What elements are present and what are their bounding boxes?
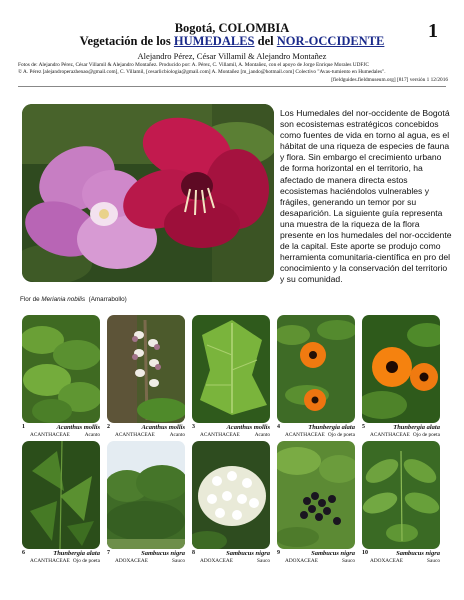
- page-number: 1: [428, 20, 438, 42]
- hero-caption: [20, 296, 127, 303]
- species-photo-10: [362, 441, 440, 549]
- species-scientific-name: Sambucus nigra: [141, 550, 185, 557]
- species-common-name: Acanto: [254, 432, 270, 438]
- species-number: 7: [107, 550, 110, 556]
- species-photo-2: [107, 315, 185, 423]
- species-scientific-name: Thunbergia alata: [393, 424, 440, 431]
- species-family: ADOXACEAE: [285, 558, 318, 564]
- species-scientific-name: Sambucus nigra: [226, 550, 270, 557]
- species-scientific-name: Thunbergia alata: [308, 424, 355, 431]
- species-common-name: Acanto: [84, 432, 100, 438]
- species-photo-4: [277, 315, 355, 423]
- species-scientific-name: Sambucus nigra: [311, 550, 355, 557]
- species-common-name: Acanto: [169, 432, 185, 438]
- species-common-name: Sauco: [427, 558, 440, 564]
- species-family: ACANTHACEAE: [285, 432, 325, 438]
- species-common-name: Ojo de poeta: [412, 432, 440, 438]
- hero-caption-prefix: Flor de: [20, 296, 40, 303]
- species-photo-8: [192, 441, 270, 549]
- hero-caption-species: Meriania nobilis: [41, 296, 86, 303]
- photo-credits: Fotos de: Alejandro Pérez, César Villamil & Alejandro Montañez. Producido por: A. Pérez, C. Villamil, A. Montañez, con el apoyo de Jorge Enrique Morales UDFJC: [18, 62, 369, 68]
- version-line: [fieldguides.fieldmuseum.org] [817] versión 1 12/2016: [331, 77, 448, 83]
- authors-line: Alejandro Pérez, César Villamil & Alejandro Montañez: [137, 51, 327, 61]
- species-number: 8: [192, 550, 195, 556]
- guide-title-pre: Vegetación de los: [79, 34, 171, 48]
- species-number: 3: [192, 424, 195, 430]
- guide-title-highlight-2: NOR-OCCIDENTE: [276, 34, 385, 48]
- species-number: 2: [107, 424, 110, 430]
- species-scientific-name: Acanthus mollis: [141, 424, 185, 431]
- guide-title-mid: del: [257, 34, 274, 48]
- species-number: 6: [22, 550, 25, 556]
- species-scientific-name: Thunbergia alata: [53, 550, 100, 557]
- species-number: 10: [362, 550, 368, 556]
- species-photo-5: [362, 315, 440, 423]
- species-common-name: Sauco: [342, 558, 355, 564]
- hero-caption-common: (Amarrabollo): [88, 296, 127, 303]
- species-common-name: Ojo de poeta: [327, 432, 355, 438]
- species-number: 5: [362, 424, 365, 430]
- species-scientific-name: Acanthus mollis: [56, 424, 100, 431]
- species-common-name: Sauco: [257, 558, 270, 564]
- guide-location-title: Bogotá, COLOMBIA: [174, 21, 290, 35]
- species-number: 9: [277, 550, 280, 556]
- copyright-line: © A. Pérez [alejandroperazhenao@gmail.com], C. Villamil, [cesarlicbiologia@gmail.com] A. Montañez [m_jando@hotmail.com] Colectivo "Avas-tumiento en Humedales".: [18, 69, 386, 75]
- species-number: 4: [277, 424, 280, 430]
- species-family: ADOXACEAE: [370, 558, 403, 564]
- species-common-name: Sauco: [172, 558, 185, 564]
- species-family: ACANTHACEAE: [200, 432, 240, 438]
- intro-paragraph: Los Humedales del nor-occidente de Bogotá son ecosistemas estratégicos concebidos como fuentes de vida en torno al agua, es el hábitat de una riqueza de especies de fauna y flora. Sin embargo el crecimiento urbano de forma horizontal en el territorio, ha afectado de manera directa estos ecosistemas haciéndolos vulnerables y frágiles, generando un temor por su desaparición. La siguiente guía representa una muestra de la riqueza de la flora presente en los humedales del nor-occidente de la capital. Este aporte se produjo como herramienta comunitaria-científica en pro del conocimiento y la conservación del territorio y su comunidad.: [280, 108, 452, 285]
- species-photo-1: [22, 315, 100, 423]
- species-photo-9: [277, 441, 355, 549]
- species-family: ADOXACEAE: [200, 558, 233, 564]
- guide-title-highlight-1: HUMEDALES: [173, 34, 255, 48]
- guide-title: [0, 34, 464, 48]
- header-divider: [18, 86, 446, 87]
- species-common-name: Ojo de poeta: [72, 558, 100, 564]
- species-family: ACANTHACEAE: [115, 432, 155, 438]
- hero-flower-photo: [22, 104, 274, 282]
- species-scientific-name: Sambucus nigra: [396, 550, 440, 557]
- species-family: ADOXACEAE: [115, 558, 148, 564]
- species-number: 1: [22, 424, 25, 430]
- species-photo-7: [107, 441, 185, 549]
- species-family: ACANTHACEAE: [30, 432, 70, 438]
- species-scientific-name: Acanthus mollis: [226, 424, 270, 431]
- species-photo-3: [192, 315, 270, 423]
- species-family: ACANTHACEAE: [30, 558, 70, 564]
- species-photo-6: [22, 441, 100, 549]
- species-family: ACANTHACEAE: [370, 432, 410, 438]
